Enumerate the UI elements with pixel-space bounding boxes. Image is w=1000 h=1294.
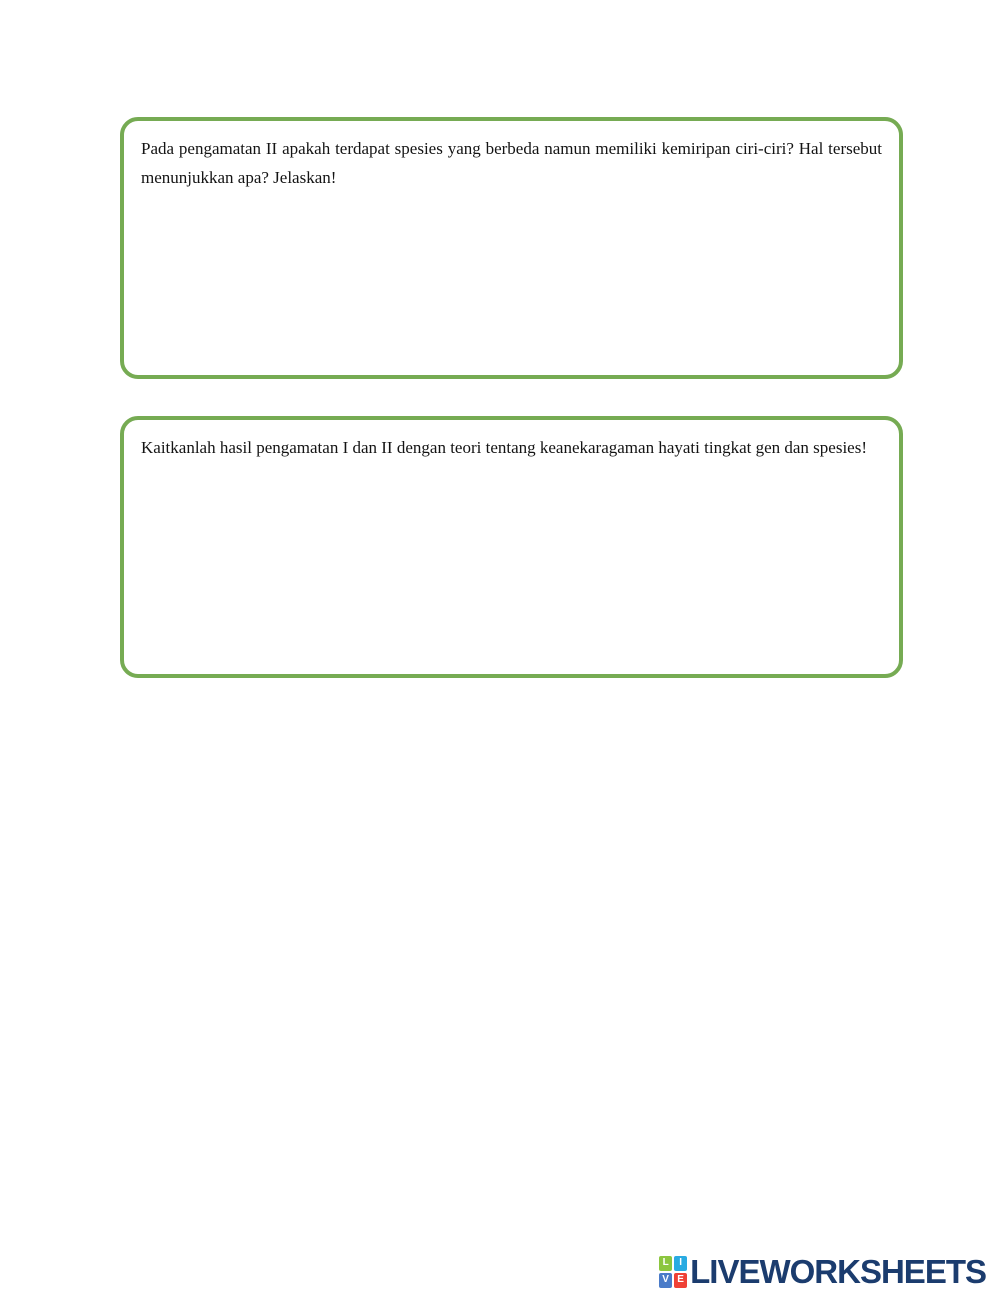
logo-tile-e: E (674, 1273, 687, 1288)
liveworksheets-logo (659, 1255, 986, 1288)
question-text-2: Kaitkanlah hasil pengamatan I dan II dengan teori tentang keanekaragaman hayati tingkat gen dan spesies! (141, 438, 867, 457)
logo-wordmark: LIVEWORKSHEETS (690, 1253, 986, 1290)
liveworksheets-tiles-icon (659, 1256, 687, 1288)
answer-box-2[interactable] (120, 416, 903, 678)
logo-tile-i: I (674, 1256, 687, 1271)
answer-box-1[interactable] (120, 117, 903, 379)
logo-tile-l: L (659, 1256, 672, 1271)
logo-tile-v: V (659, 1273, 672, 1288)
question-text-1: Pada pengamatan II apakah terdapat spesies yang berbeda namun memiliki kemiripan ciri-ciri? Hal tersebut menunjukkan apa? Jelaskan! (141, 139, 882, 187)
